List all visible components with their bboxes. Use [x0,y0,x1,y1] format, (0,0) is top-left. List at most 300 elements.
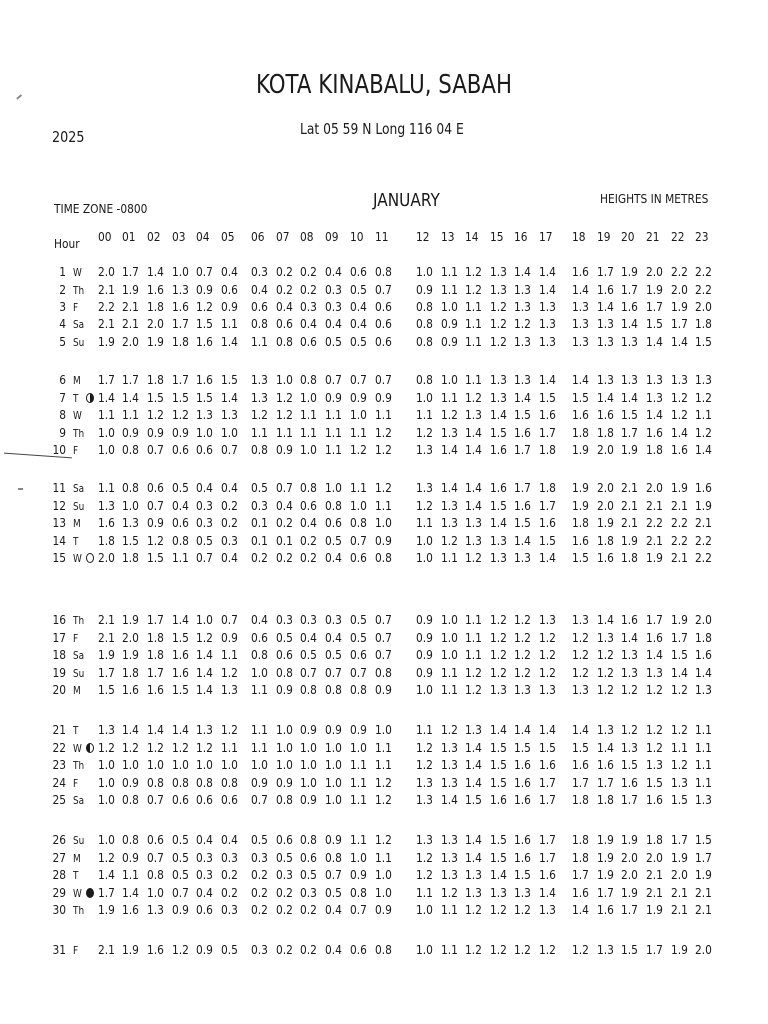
tide-height: 1.6 [98,515,115,530]
tide-height: 2.1 [671,550,688,565]
tide-height: 2.1 [695,515,712,530]
tide-height: 0.7 [276,480,293,495]
tide-height: 1.3 [122,515,139,530]
hour-header: 04 [196,229,210,244]
day-number: 13 [52,515,66,530]
tide-height: 0.9 [196,282,213,297]
tide-height: 0.8 [196,775,213,790]
tide-height: 1.2 [147,407,164,422]
tide-height: 1.6 [572,533,589,548]
tide-height: 1.0 [251,757,268,772]
tide-height: 1.0 [375,885,392,900]
tide-height: 2.0 [646,850,663,865]
tide-height: 2.0 [597,480,614,495]
tide-height: 0.9 [350,722,367,737]
tide-height: 1.3 [98,722,115,737]
tide-height: 1.1 [441,264,458,279]
tide-height: 1.2 [597,647,614,662]
tide-height: 2.0 [695,612,712,627]
tide-height: 1.3 [539,612,556,627]
tide-height: 1.0 [350,740,367,755]
tide-height: 1.4 [465,740,482,755]
tide-height: 0.2 [276,550,293,565]
tide-height: 1.2 [416,425,433,440]
tide-height: 1.1 [465,299,482,314]
tide-height: 1.6 [490,442,507,457]
tide-height: 1.2 [490,665,507,680]
tide-height: 1.5 [147,390,164,405]
tide-height: 0.3 [276,612,293,627]
tide-height: 0.5 [251,480,268,495]
tide-height: 0.8 [276,792,293,807]
tide-height: 1.7 [539,425,556,440]
tide-height: 0.8 [251,647,268,662]
tide-height: 0.6 [300,498,317,513]
tide-height: 0.8 [375,942,392,957]
tide-height: 1.3 [490,372,507,387]
tide-height: 1.0 [416,902,433,917]
tide-height: 0.8 [416,316,433,331]
tide-height: 1.1 [350,480,367,495]
tide-height: 0.7 [350,665,367,680]
tide-height: 0.9 [122,850,139,865]
tide-height: 1.3 [514,550,531,565]
hour-header: 22 [671,229,685,244]
tide-height: 1.4 [196,665,213,680]
tide-height: 0.7 [147,498,164,513]
tide-height: 1.1 [221,647,238,662]
tide-height: 1.2 [416,850,433,865]
moon-phase-new-icon [86,888,94,898]
tide-height: 0.5 [350,334,367,349]
tide-height: 1.2 [646,740,663,755]
tide-height: 1.2 [646,722,663,737]
tide-height: 1.6 [514,757,531,772]
tide-height: 1.3 [597,942,614,957]
tide-height: 1.7 [514,442,531,457]
tide-height: 0.3 [196,515,213,530]
tide-height: 1.7 [539,792,556,807]
tide-height: 1.0 [441,299,458,314]
tide-height: 1.6 [646,425,663,440]
tide-height: 1.2 [671,407,688,422]
hour-header: 03 [172,229,186,244]
tide-height: 1.3 [441,850,458,865]
tide-height: 1.0 [416,550,433,565]
tide-height: 1.9 [646,902,663,917]
tide-height: 1.3 [572,612,589,627]
tide-height: 1.4 [597,612,614,627]
hour-column-label: Hour [54,236,80,251]
tide-height: 1.7 [172,372,189,387]
tide-height: 0.6 [375,316,392,331]
tide-height: 1.3 [539,316,556,331]
tide-height: 1.3 [196,722,213,737]
tide-height: 1.0 [325,792,342,807]
tide-height: 1.1 [416,407,433,422]
tide-height: 1.7 [597,775,614,790]
tide-height: 1.8 [147,630,164,645]
tide-height: 1.3 [646,665,663,680]
tide-height: 1.1 [375,850,392,865]
tide-height: 0.6 [375,299,392,314]
day-number: 24 [52,775,66,790]
tide-height: 1.3 [539,334,556,349]
tide-height: 1.6 [539,757,556,772]
tide-height: 1.7 [122,372,139,387]
tide-height: 1.0 [196,757,213,772]
tide-height: 1.9 [597,515,614,530]
tide-height: 1.2 [375,442,392,457]
tide-height: 0.8 [416,372,433,387]
tide-height: 1.7 [646,612,663,627]
tide-height: 1.0 [441,372,458,387]
hour-header: 07 [276,229,290,244]
tide-height: 0.8 [350,682,367,697]
tide-height: 1.6 [621,612,638,627]
tide-height: 2.1 [98,630,115,645]
tide-height: 1.2 [441,885,458,900]
tide-height: 1.0 [375,867,392,882]
tide-height: 1.4 [597,299,614,314]
tide-height: 1.3 [695,372,712,387]
tide-height: 1.3 [172,282,189,297]
tide-height: 0.3 [251,498,268,513]
tide-height: 1.8 [539,480,556,495]
tide-height: 0.7 [300,665,317,680]
tide-height: 0.4 [350,299,367,314]
tide-height: 1.5 [122,533,139,548]
tide-height: 0.9 [147,425,164,440]
tide-height: 0.3 [276,867,293,882]
tide-height: 2.1 [98,942,115,957]
tide-height: 1.2 [416,740,433,755]
tide-height: 0.2 [251,902,268,917]
tide-height: 1.7 [539,775,556,790]
tide-height: 0.8 [172,775,189,790]
tide-height: 0.2 [276,515,293,530]
tide-height: 1.1 [251,334,268,349]
tide-height: 1.6 [621,299,638,314]
tide-height: 0.2 [221,867,238,882]
tide-height: 1.5 [539,740,556,755]
tide-height: 1.1 [695,722,712,737]
tide-height: 1.3 [98,498,115,513]
tide-height: 1.0 [416,942,433,957]
day-name: F [73,302,79,314]
tide-height: 1.0 [172,264,189,279]
tide-height: 1.6 [597,550,614,565]
tide-height: 1.6 [621,775,638,790]
tide-height: 1.9 [122,282,139,297]
tide-height: 2.2 [671,533,688,548]
tide-height: 1.4 [465,832,482,847]
tide-height: 1.4 [671,665,688,680]
tide-height: 1.3 [416,442,433,457]
tide-height: 2.1 [695,902,712,917]
tide-height: 1.4 [572,372,589,387]
tide-height: 0.6 [251,630,268,645]
tide-height: 1.3 [221,682,238,697]
tide-height: 1.0 [172,757,189,772]
tide-height: 1.6 [172,299,189,314]
tide-height: 1.8 [539,442,556,457]
tide-height: 1.7 [671,630,688,645]
tide-height: 1.6 [514,775,531,790]
tide-height: 0.2 [300,533,317,548]
tide-height: 0.3 [221,850,238,865]
year-label: 2025 [52,128,85,146]
tide-height: 1.3 [621,740,638,755]
tide-height: 1.6 [646,792,663,807]
tide-height: 1.9 [621,264,638,279]
tide-height: 1.3 [572,682,589,697]
tide-height: 0.5 [172,832,189,847]
tide-height: 1.9 [646,550,663,565]
tide-height: 2.0 [695,942,712,957]
hour-header: 12 [416,229,430,244]
tide-height: 0.5 [300,867,317,882]
tide-height: 1.5 [621,407,638,422]
tide-height: 1.3 [597,316,614,331]
tide-height: 1.3 [465,867,482,882]
tide-height: 0.6 [147,480,164,495]
tide-height: 0.9 [325,832,342,847]
tide-height: 0.2 [276,264,293,279]
tide-height: 0.6 [300,334,317,349]
day-name: T [73,536,79,548]
tide-height: 0.7 [325,867,342,882]
day-name: Sa [73,483,85,495]
tide-height: 0.8 [325,682,342,697]
units-label: HEIGHTS IN METRES [600,191,709,206]
tide-height: 0.9 [147,515,164,530]
tide-height: 1.6 [597,282,614,297]
tide-height: 1.2 [695,425,712,440]
tide-height: 1.2 [539,942,556,957]
tide-height: 1.4 [147,722,164,737]
tide-height: 1.6 [196,372,213,387]
tide-height: 1.2 [646,682,663,697]
tide-height: 2.0 [671,867,688,882]
tide-height: 1.7 [122,264,139,279]
tide-height: 2.0 [98,264,115,279]
tide-height: 0.4 [325,630,342,645]
tide-height: 1.6 [539,515,556,530]
tide-height: 1.1 [375,407,392,422]
tide-height: 1.3 [621,665,638,680]
hour-header: 15 [490,229,504,244]
tide-height: 1.3 [597,630,614,645]
tide-height: 1.1 [325,442,342,457]
day-number: 5 [59,334,66,349]
day-name: W [73,888,82,900]
tide-height: 0.7 [147,442,164,457]
tide-height: 1.2 [671,722,688,737]
tide-height: 1.0 [300,390,317,405]
tide-height: 1.0 [196,612,213,627]
tide-height: 1.1 [375,740,392,755]
tide-height: 1.9 [597,832,614,847]
tide-height: 1.2 [514,942,531,957]
tide-height: 1.1 [465,630,482,645]
tide-height: 0.8 [325,850,342,865]
tide-height: 1.1 [465,316,482,331]
tide-height: 1.2 [490,612,507,627]
tide-height: 1.9 [621,533,638,548]
tide-height: 1.4 [122,722,139,737]
tide-height: 0.8 [172,533,189,548]
tide-height: 1.2 [465,665,482,680]
tide-height: 1.5 [539,390,556,405]
tide-height: 0.5 [251,832,268,847]
tide-height: 1.5 [646,316,663,331]
tide-height: 1.5 [572,740,589,755]
tide-height: 0.8 [325,498,342,513]
tide-height: 1.3 [514,682,531,697]
tide-height: 1.2 [147,740,164,755]
tide-height: 0.9 [196,942,213,957]
tide-height: 1.2 [221,722,238,737]
tide-height: 1.1 [441,550,458,565]
tide-height: 1.1 [251,425,268,440]
tide-height: 0.5 [300,647,317,662]
hour-header: 17 [539,229,553,244]
tide-height: 1.3 [621,334,638,349]
tide-height: 1.0 [276,372,293,387]
tide-height: 1.6 [539,407,556,422]
tide-height: 0.8 [350,515,367,530]
tide-height: 0.3 [325,282,342,297]
tide-height: 1.1 [122,407,139,422]
hour-header: 14 [465,229,479,244]
tide-height: 0.9 [300,722,317,737]
tide-height: 1.9 [98,647,115,662]
tide-height: 0.2 [276,902,293,917]
tide-height: 0.7 [350,372,367,387]
moon-phase-first-icon [86,393,94,403]
tide-height: 0.4 [325,942,342,957]
tide-height: 1.2 [465,264,482,279]
tide-height: 0.7 [251,792,268,807]
tide-height: 1.5 [490,850,507,865]
tide-height: 1.4 [539,722,556,737]
hour-header: 21 [646,229,660,244]
tide-height: 1.9 [621,832,638,847]
tide-height: 1.0 [98,442,115,457]
tide-height: 1.2 [465,282,482,297]
tide-height: 0.5 [325,885,342,900]
tide-height: 1.9 [621,885,638,900]
tide-height: 1.5 [695,334,712,349]
tide-height: 1.2 [490,942,507,957]
tide-height: 1.6 [695,480,712,495]
tide-height: 1.8 [122,665,139,680]
tide-height: 1.4 [465,757,482,772]
tide-height: 1.0 [196,425,213,440]
tide-height: 0.6 [147,832,164,847]
tide-height: 1.2 [172,740,189,755]
tide-height: 0.1 [251,533,268,548]
day-name: F [73,778,79,790]
tide-height: 1.3 [441,832,458,847]
tide-height: 0.6 [350,550,367,565]
tide-height: 1.6 [147,282,164,297]
tide-height: 0.4 [196,480,213,495]
tide-height: 1.3 [416,480,433,495]
tide-height: 0.7 [375,372,392,387]
day-number: 17 [52,630,66,645]
tide-height: 1.3 [514,372,531,387]
tide-height: 0.9 [441,334,458,349]
tide-height: 0.5 [325,647,342,662]
tide-height: 0.3 [251,942,268,957]
tide-height: 0.2 [300,942,317,957]
tide-height: 0.7 [196,264,213,279]
tide-height: 1.9 [572,498,589,513]
tide-height: 1.0 [350,850,367,865]
tide-height: 1.1 [251,722,268,737]
tide-height: 1.2 [465,682,482,697]
moon-phase-full-icon [86,553,94,563]
tide-height: 1.4 [572,722,589,737]
hour-header: 16 [514,229,528,244]
tide-height: 1.2 [122,740,139,755]
tide-height: 1.1 [350,792,367,807]
tide-height: 2.0 [98,550,115,565]
tide-height: 1.4 [539,550,556,565]
tide-height: 0.7 [221,612,238,627]
tide-height: 1.5 [695,832,712,847]
timezone-label: TIME ZONE -0800 [54,201,148,216]
tide-height: 1.3 [597,722,614,737]
tide-height: 1.2 [375,775,392,790]
tide-height: 0.4 [251,282,268,297]
tide-height: 1.1 [695,740,712,755]
tide-height: 2.1 [621,498,638,513]
tide-height: 1.2 [539,630,556,645]
tide-height: 1.3 [621,647,638,662]
tide-height: 1.0 [416,390,433,405]
tide-height: 1.4 [147,264,164,279]
tide-height: 0.9 [300,792,317,807]
tide-height: 1.6 [597,757,614,772]
tide-height: 0.4 [221,832,238,847]
tide-height: 1.4 [465,775,482,790]
tide-height: 0.9 [416,665,433,680]
tide-height: 1.1 [695,775,712,790]
tide-height: 1.9 [671,299,688,314]
tide-height: 0.3 [251,264,268,279]
tide-height: 1.3 [465,533,482,548]
scan-mark [16,94,22,99]
tide-height: 1.1 [416,885,433,900]
tide-height: 1.4 [98,390,115,405]
tide-height: 1.9 [98,902,115,917]
tide-height: 1.2 [539,665,556,680]
tide-height: 0.4 [325,550,342,565]
tide-height: 1.1 [441,665,458,680]
tide-height: 1.9 [671,612,688,627]
tide-height: 1.3 [597,372,614,387]
tide-height: 0.9 [416,630,433,645]
tide-height: 1.2 [375,425,392,440]
tide-height: 1.8 [621,550,638,565]
tide-height: 1.0 [375,515,392,530]
tide-height: 1.0 [441,630,458,645]
tide-height: 1.0 [325,775,342,790]
tide-height: 1.2 [671,682,688,697]
